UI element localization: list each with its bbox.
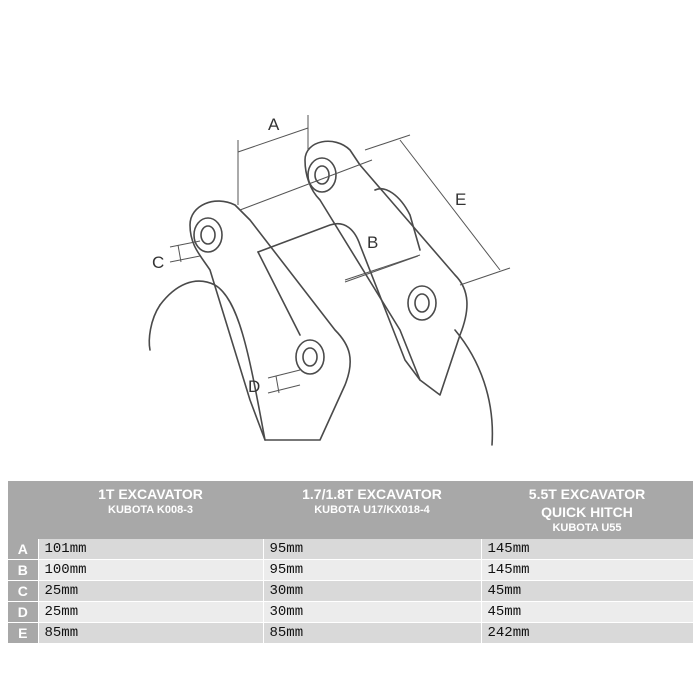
table-cell: 242mm [481, 623, 693, 644]
pin-boss-left-top [194, 218, 222, 252]
table-cell: 95mm [263, 560, 481, 581]
table-cell: 30mm [263, 602, 481, 623]
dimension-label-e: E [455, 190, 467, 209]
header-5-5t-excavator: 5.5T EXCAVATOR QUICK HITCH KUBOTA U55 [481, 481, 693, 539]
dimension-label-d: D [248, 377, 261, 396]
table-cell: 95mm [263, 539, 481, 560]
table-row [8, 623, 693, 644]
table-header-row [8, 481, 693, 539]
table-cell: 30mm [263, 581, 481, 602]
pin-boss-right-bottom [408, 286, 436, 320]
dimension-label-c: C [152, 253, 165, 272]
bucket-body-left [160, 281, 265, 440]
right-plate [305, 141, 467, 395]
bucket-body-right [455, 330, 492, 445]
back-plate [258, 224, 420, 380]
dimension-label-a: A [268, 115, 280, 134]
table-cell: 25mm [38, 602, 263, 623]
header-1t-excavator: 1T EXCAVATOR KUBOTA K008-3 [38, 481, 263, 539]
row-key: A [8, 539, 38, 560]
table-row [8, 560, 693, 581]
dimension-label-b: B [367, 233, 379, 252]
table-cell: 45mm [481, 602, 693, 623]
table-cell: 45mm [481, 581, 693, 602]
table-cell: 85mm [38, 623, 263, 644]
row-key: E [8, 623, 38, 644]
table-row [8, 581, 693, 602]
table-cell: 25mm [38, 581, 263, 602]
row-key: B [8, 560, 38, 581]
header-corner [8, 481, 38, 539]
dimension-line-e [400, 140, 500, 270]
left-plate [190, 201, 350, 440]
header-1-7t-excavator: 1.7/1.8T EXCAVATOR KUBOTA U17/KX018-4 [263, 481, 481, 539]
table-cell: 100mm [38, 560, 263, 581]
row-key: C [8, 581, 38, 602]
bucket-body-curve [149, 305, 160, 350]
table-cell: 85mm [263, 623, 481, 644]
dimension-spec-table [8, 481, 694, 644]
table-row [8, 602, 693, 623]
table-cell: 101mm [38, 539, 263, 560]
row-key: D [8, 602, 38, 623]
table-cell: 145mm [481, 539, 693, 560]
dimension-line-c [178, 245, 181, 262]
pin-boss-left-bottom [296, 340, 324, 374]
table-row [8, 539, 693, 560]
table-cell: 145mm [481, 560, 693, 581]
